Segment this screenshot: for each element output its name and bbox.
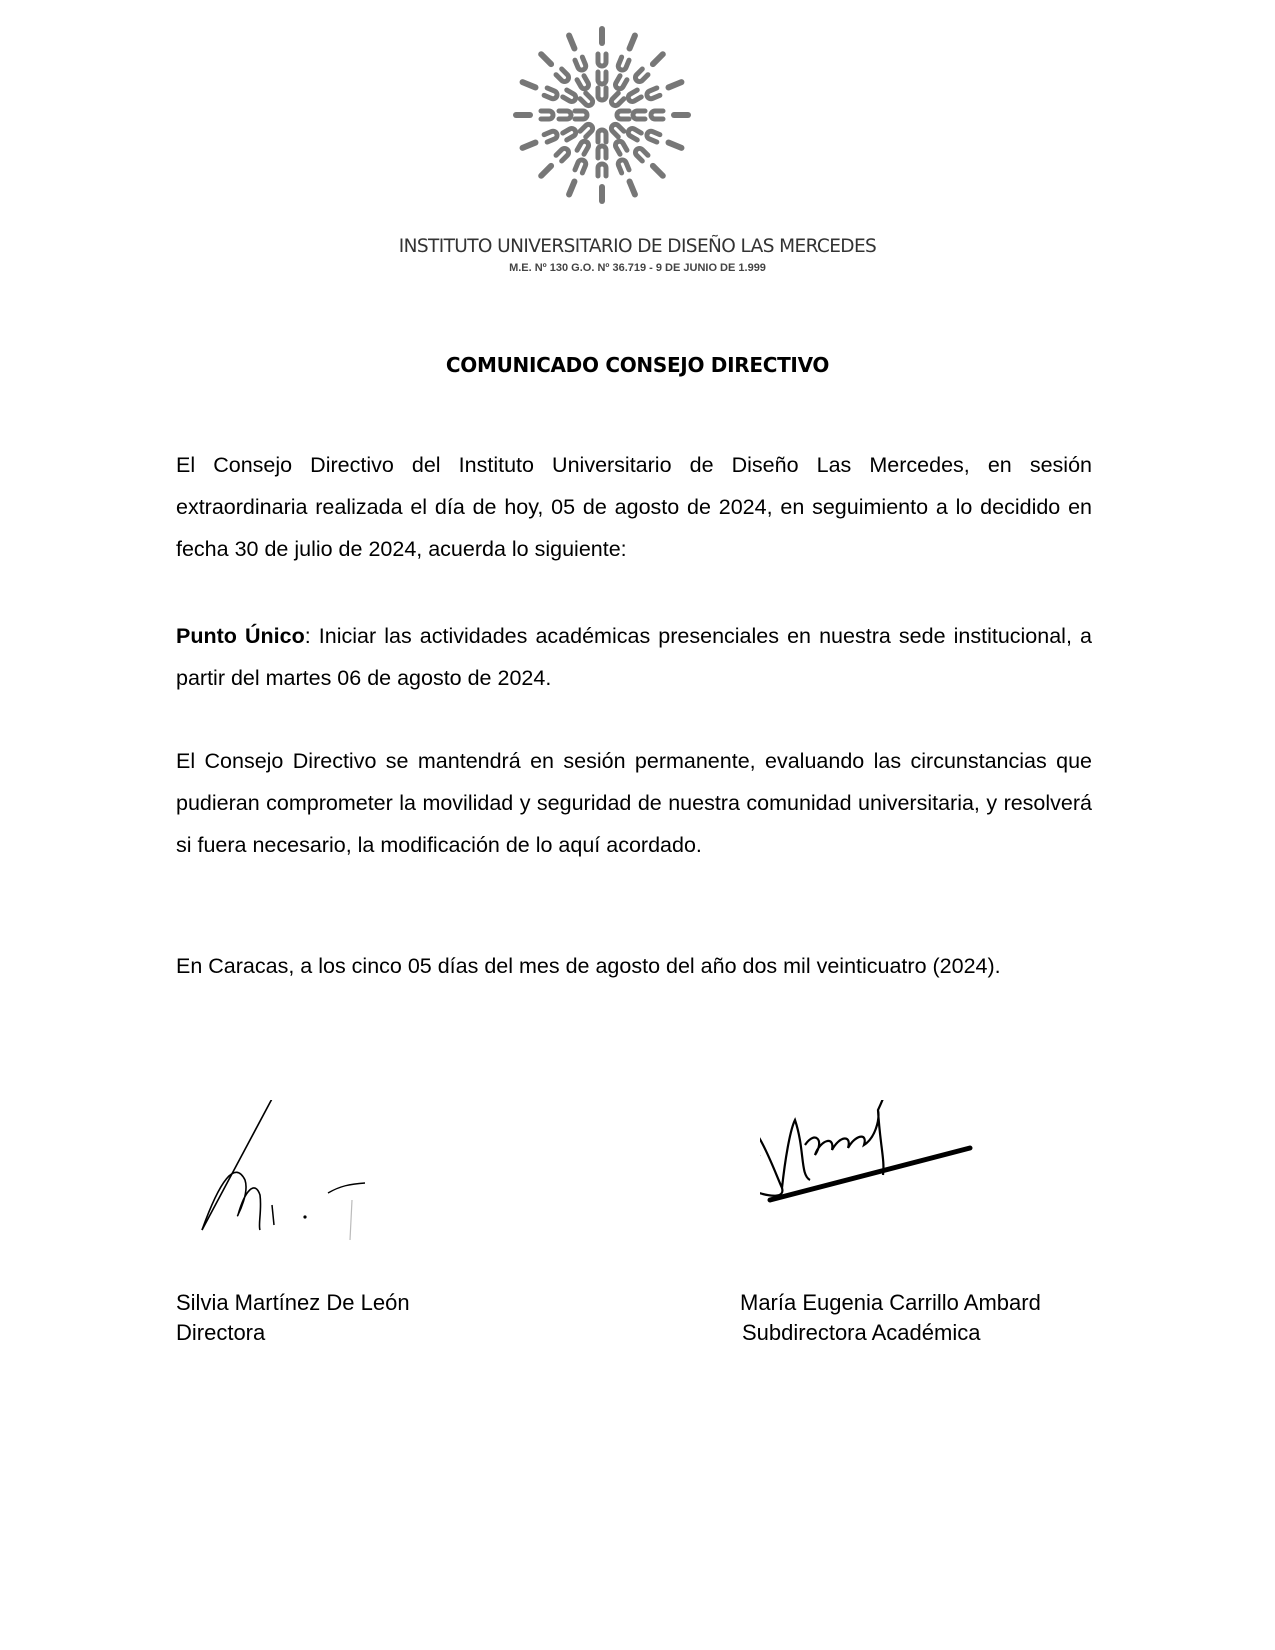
paragraph-permanent-session: El Consejo Directivo se mantendrá en sesión permanente, evaluando las circunstancias que pudieran comprometer la movilidad y seguridad de nuestra comunidad universitaria, y resolverá si fuera necesario, la modificación de lo aquí acordado. <box>176 749 1092 857</box>
logo-letter <box>614 76 627 90</box>
logo-letter <box>633 111 645 119</box>
logo-letter <box>651 111 663 119</box>
logo-letter <box>580 93 594 107</box>
logo-ray <box>630 36 635 49</box>
logo-letter <box>598 88 606 100</box>
logo-letter <box>598 54 606 66</box>
logo-ray <box>541 166 551 176</box>
logo-letter <box>577 140 590 154</box>
logo-letter <box>556 69 570 83</box>
logo-letter <box>544 130 558 142</box>
logo-letter <box>617 159 629 173</box>
paragraph-session: El Consejo Directivo del Instituto Universitario de Diseño Las Mercedes, en sesión extraordinaria realizada el día de hoy, 05 de agosto de 2024, en seguimiento a lo decidido en fecha 30 de julio de 2024, acuerda lo siguiente: <box>176 453 1092 561</box>
paragraph-closing: En Caracas, a los cinco 05 días del mes de agosto del año dos mil veinticuatro (2024). <box>176 954 1001 978</box>
logo-letter <box>646 88 660 100</box>
document-title: COMUNICADO CONSEJO DIRECTIVO <box>445 353 830 377</box>
logo-ray <box>669 143 682 148</box>
logo-letter <box>575 57 587 71</box>
logo-letter <box>556 147 570 161</box>
logo-letter <box>634 69 648 83</box>
logo-ray <box>653 54 663 64</box>
logo-letter <box>559 111 571 119</box>
logo-ray <box>653 166 663 176</box>
logo-letter <box>563 127 577 140</box>
logo-letter <box>627 90 641 103</box>
paragraph-single-point <box>176 615 1092 699</box>
logo-letter <box>617 57 629 71</box>
logo-ray <box>523 143 536 148</box>
logo-letter <box>610 123 624 137</box>
logo-letter <box>563 90 577 103</box>
logo-letter <box>577 76 590 90</box>
signature-directora <box>200 1100 400 1270</box>
point-label: Punto Único <box>176 624 305 648</box>
logo-ray <box>569 182 574 195</box>
logo-letter <box>575 111 587 119</box>
logo-letter <box>541 111 553 119</box>
logo-letter <box>598 164 606 176</box>
logo-letter <box>646 130 660 142</box>
logo-letter <box>598 146 606 158</box>
logo-letter <box>598 130 606 142</box>
signer-subdirectora <box>740 1288 1041 1348</box>
logo-ray <box>523 82 536 87</box>
signer-role: Directora <box>176 1320 266 1345</box>
logo-letter <box>627 127 641 140</box>
point-text: : Iniciar las actividades académicas presenciales en nuestra sede institucional, a partir del martes 06 de agosto de 2024. <box>176 624 1092 690</box>
logo-letter <box>575 159 587 173</box>
institution-logo <box>512 25 692 205</box>
signature-subdirectora <box>760 1100 1020 1260</box>
logo-letter <box>634 147 648 161</box>
logo-letter <box>614 140 627 154</box>
institution-registration: M.E. Nº 130 G.O. Nº 36.719 - 9 DE JUNIO DE 1.999 <box>509 262 766 274</box>
logo-letter <box>617 111 629 119</box>
logo-ray <box>669 82 682 87</box>
institution-name: INSTITUTO UNIVERSITARIO DE DISEÑO LAS MERCEDES <box>398 236 877 257</box>
signer-name: Silvia Martínez De León <box>176 1290 410 1315</box>
logo-ray <box>630 182 635 195</box>
logo-ray <box>541 54 551 64</box>
logo-letter <box>610 93 624 107</box>
signer-role: Subdirectora Académica <box>742 1320 981 1345</box>
logo-letter <box>580 123 594 137</box>
signer-name: María Eugenia Carrillo Ambard <box>740 1290 1041 1315</box>
sun-logo-icon <box>512 25 692 205</box>
logo-letter <box>544 88 558 100</box>
signer-directora <box>176 1288 410 1348</box>
logo-letter <box>598 72 606 84</box>
logo-ray <box>569 36 574 49</box>
